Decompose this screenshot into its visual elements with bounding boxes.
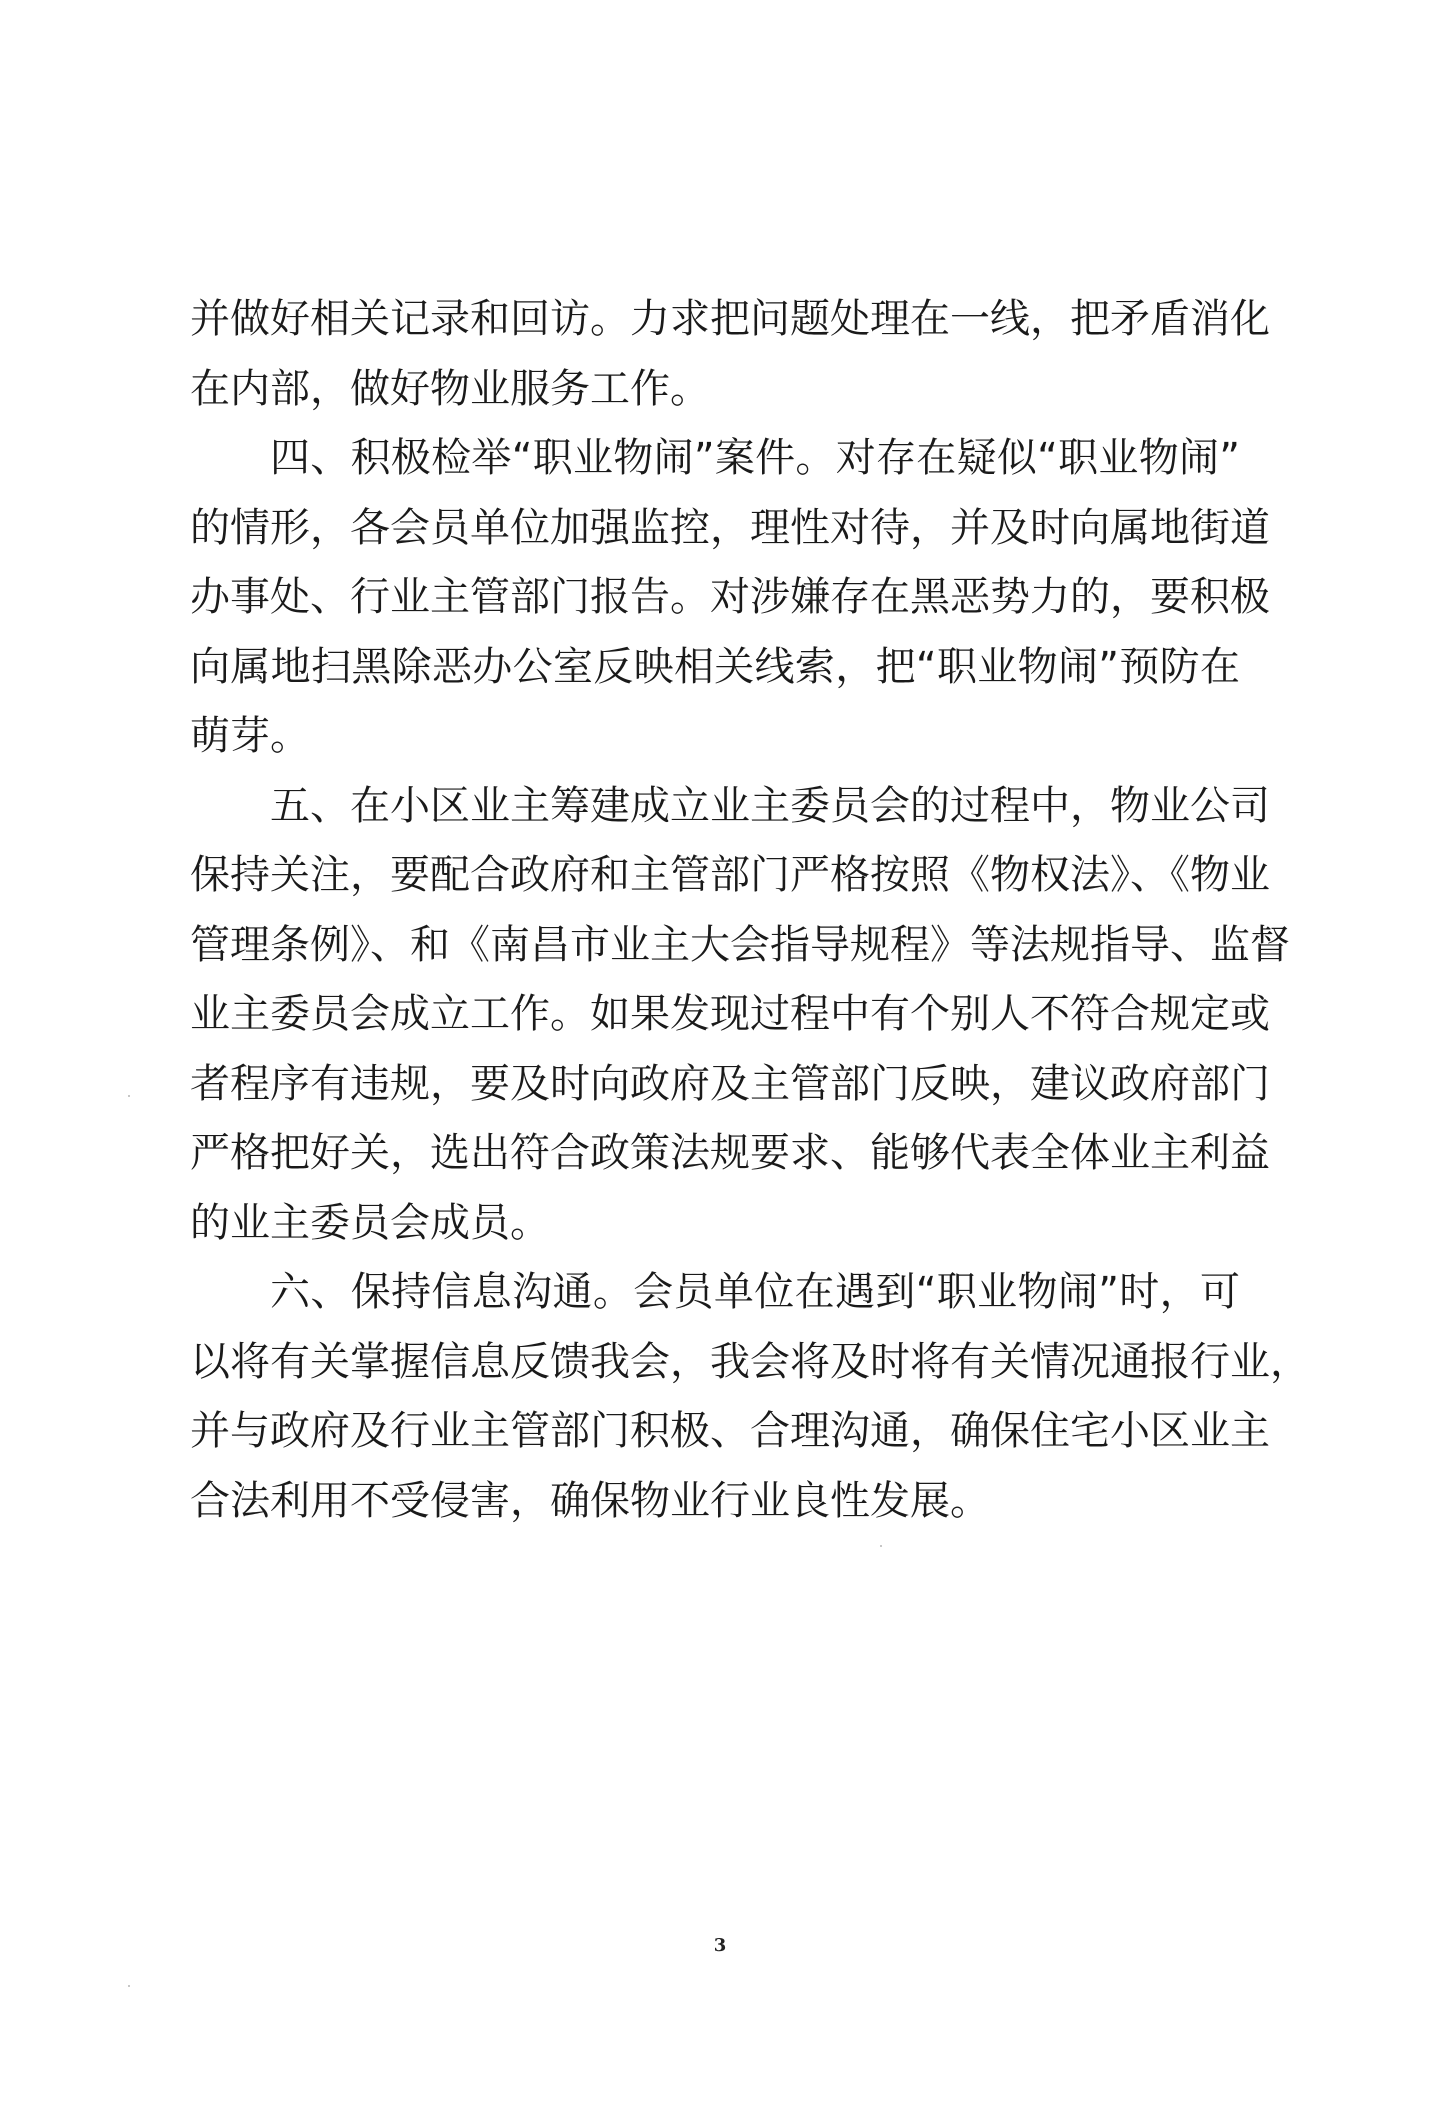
document-body — [190, 285, 1310, 1536]
body-line: 业主委员会成立工作。如果发现过程中有个别人不符合规定或 — [190, 991, 1270, 1037]
body-line: 管理条例》、和《南昌市业主大会指导规程》等法规指导、监督 — [190, 921, 1290, 968]
body-line: 并做好相关记录和回访。力求把问题处理在一线，把矛盾消化 — [190, 296, 1270, 342]
scan-speck — [128, 1095, 130, 1097]
body-line: 严格把好关，选出符合政策法规要求、能够代表全体业主利益 — [190, 1130, 1270, 1176]
section-heading-line: 五、在小区业主筹建成立业主委员会的过程中，物业公司 — [270, 782, 1270, 829]
body-line: 合法利用不受侵害，确保物业行业良性发展。 — [190, 1477, 990, 1524]
scan-speck — [880, 1545, 882, 1547]
scan-speck — [128, 1985, 130, 1987]
section-heading-line: 四、积极检举“职业物闹”案件。对存在疑似“职业物闹” — [270, 435, 1240, 481]
section-heading-line: 六、保持信息沟通。会员单位在遇到“职业物闹”时，可 — [270, 1269, 1240, 1315]
page-number: 3 — [713, 1935, 727, 1956]
body-line: 以将有关掌握信息反馈我会，我会将及时将有关情况通报行业， — [190, 1338, 1310, 1385]
body-line: 在内部，做好物业服务工作。 — [190, 365, 710, 412]
body-line: 的情形，各会员单位加强监控，理性对待，并及时向属地街道 — [190, 504, 1270, 551]
body-line: 保持关注，要配合政府和主管部门严格按照《物权法》、《物业 — [190, 852, 1270, 898]
body-line: 的业主委员会成员。 — [190, 1199, 550, 1246]
body-line: 者程序有违规，要及时向政府及主管部门反映，建议政府部门 — [190, 1060, 1270, 1107]
body-line: 向属地扫黑除恶办公室反映相关线索，把“职业物闹”预防在 — [190, 643, 1240, 690]
body-line: 办事处、行业主管部门报告。对涉嫌存在黑恶势力的，要积极 — [190, 574, 1270, 620]
body-line: 并与政府及行业主管部门积极、合理沟通，确保住宅小区业主 — [190, 1408, 1270, 1454]
body-line: 萌芽。 — [190, 713, 310, 759]
